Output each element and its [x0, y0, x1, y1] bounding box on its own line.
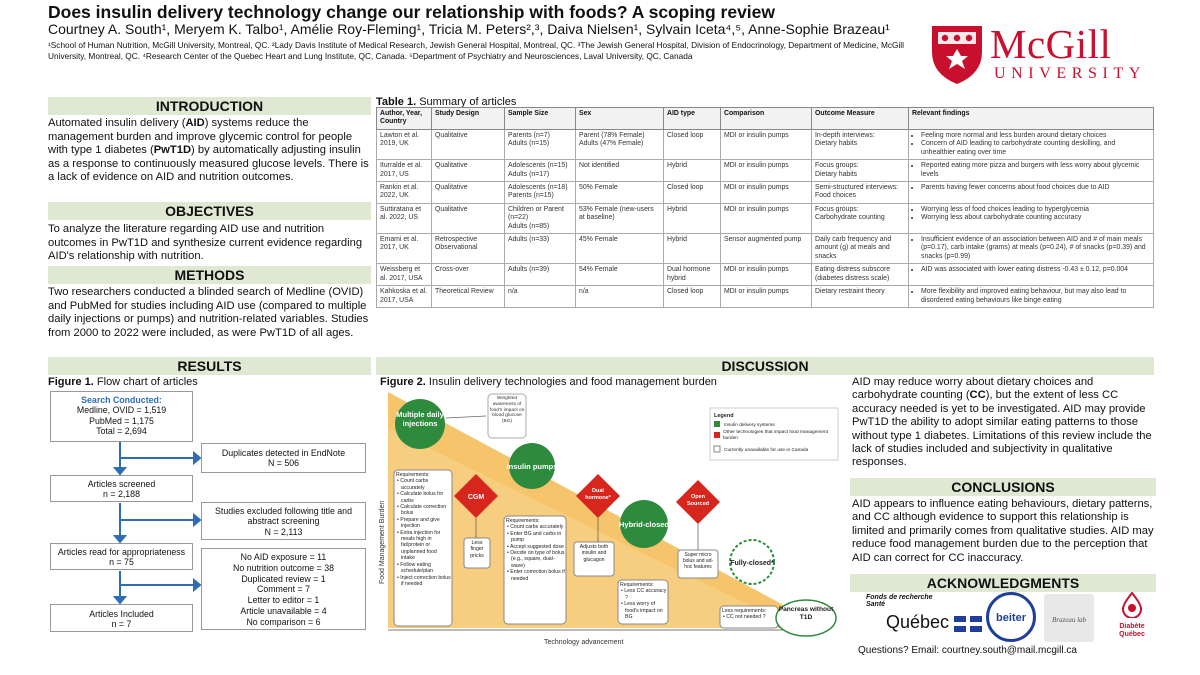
flow-read-box — [50, 543, 193, 570]
finding-item: • AID was associated with lower eating distress -0.43 ± 0.12, p=0.004 — [921, 266, 1150, 274]
brazeau-text: Brazeau lab — [1051, 616, 1087, 624]
req-item: • Prepare and give injection — [397, 516, 440, 530]
table-cell-findings — [909, 160, 1154, 182]
finding-item: • Reported eating more pizza and burgers with less worry about glycemic levels — [921, 162, 1150, 179]
req-item-text: Count carbs accurately — [510, 524, 564, 531]
flow-line: Letter to editor = 1 — [247, 595, 320, 606]
req-item: • CC not needed ? — [723, 614, 766, 621]
diabete-quebec-logo — [1108, 592, 1156, 646]
intro-bold: PwT1D — [153, 144, 192, 157]
table-cell: Qualitative — [432, 130, 505, 160]
table-header-cell: AID type — [664, 108, 721, 130]
table-cell: Hybrid — [664, 203, 721, 233]
table-cell: Sensor augmented pump — [721, 234, 812, 264]
table-row — [377, 203, 1154, 233]
flow-line: Articles screened — [87, 479, 156, 489]
table-cell: MDI or insulin pumps — [721, 264, 812, 286]
table-row — [377, 286, 1154, 308]
req-item: • Count carbs accurately — [397, 478, 429, 491]
req-item-text: Inject correction bolus if needed — [400, 574, 451, 587]
table-cell: Daily carb frequency and amount (g) at meals and snacks — [812, 234, 909, 264]
table-row — [377, 264, 1154, 286]
figure1-caption: Figure 1. Flow chart of articles — [48, 376, 198, 388]
frq-quebec: Québec — [886, 612, 950, 632]
table-cell: Closed loop — [664, 130, 721, 160]
poster-header — [0, 0, 1200, 95]
table-cell: In-depth interviews: Dietary habits — [812, 130, 909, 160]
y-axis-label: Food Management Burden — [379, 500, 386, 584]
flow-line: No AID exposure = 11 — [240, 552, 327, 562]
node-weighted-label: Weighted awareness of food's impact on blood glucose (BG) — [489, 396, 525, 425]
req-item: • Follow eating schedule/plan — [397, 561, 434, 575]
flow-line: n = 2,188 — [103, 489, 140, 500]
table-cell: Closed loop — [664, 286, 721, 308]
discussion-bold: CC — [969, 389, 986, 402]
table-header-cell: Sex — [576, 108, 664, 130]
table-cell: Closed loop — [664, 182, 721, 204]
table-cell: Dual hormone hybrid — [664, 264, 721, 286]
discussion-text — [852, 376, 1156, 470]
req-item: • Accept suggested dose — [507, 543, 564, 550]
findings-list — [912, 236, 1150, 261]
table-cell-findings — [909, 182, 1154, 204]
table-cell: 53% Female (new-users at baseline) — [576, 203, 664, 233]
table-cell: Retrospective Observational — [432, 234, 505, 264]
flow-line: Duplicates detected in EndNote — [221, 448, 346, 458]
node-pancreas-label: Pancreas without T1D — [778, 606, 834, 621]
finding-item: • Insufficient evidence of an association between AID and # of main meals (p=0.17), carb intake (grams) at meals (p=0.24), # of snacks (p=0.39) and snacks (p=0.99) — [921, 236, 1150, 261]
flow-arrowhead — [194, 580, 200, 590]
req-item-text: Enter correction bolus if needed — [510, 569, 565, 582]
table1-caption-text: Summary of articles — [416, 96, 517, 108]
flow-duplicates-box — [201, 443, 366, 473]
frq-line1: Fonds de recherche — [866, 594, 933, 601]
table-cell: Hybrid — [664, 160, 721, 182]
req-title: Requirements: — [506, 518, 540, 524]
mcgill-crest-icon — [928, 22, 986, 86]
logo-wordmark: McGill — [990, 21, 1112, 67]
table-cell: Lawton et al. 2019, UK — [377, 130, 432, 160]
beiter-text: beiter — [996, 612, 1026, 624]
req-mdi-list — [396, 472, 452, 587]
table-cell: MDI or insulin pumps — [721, 130, 812, 160]
findings-list — [912, 184, 1150, 192]
diabete-drop-icon — [1121, 592, 1143, 618]
contact-email: Questions? Email: courtney.south@mail.mcgill.ca — [858, 645, 1077, 656]
intro-part: ) by automatically adjusting insulin as a response to continuously measured glucose levels. There is a lack of evidence on AID and nutrition outcomes. — [48, 144, 369, 184]
node-dual-label: Dual hormone* — [585, 488, 611, 501]
sponsor-logos — [858, 590, 1158, 646]
table-cell: Not identified — [576, 160, 664, 182]
table-cell: Qualitative — [432, 182, 505, 204]
results-heading: RESULTS — [48, 357, 371, 375]
req-item-text: CC not needed ? — [726, 614, 766, 621]
mcgill-logo — [928, 22, 1158, 88]
table-body — [377, 130, 1154, 308]
req-item: • Calculate correction bolus — [397, 504, 447, 517]
node-adjusts-label: Adjusts both insulin and glucagon — [579, 544, 609, 563]
req-item-text: Enter BG and carbs in pump — [510, 530, 562, 544]
search-line: Medline, OVID = 1,519 — [76, 405, 167, 416]
table-header-cell: Outcome Measure — [812, 108, 909, 130]
table-cell-findings — [909, 234, 1154, 264]
table-cell: Dietary restraint theory — [812, 286, 909, 308]
table-cell: 54% Female — [576, 264, 664, 286]
acknowledgments-heading: ACKNOWLEDGMENTS — [850, 574, 1156, 592]
finding-item: • Parents having fewer concerns about food choices due to AID — [921, 184, 1150, 192]
introduction-heading: INTRODUCTION — [48, 97, 371, 115]
node-super-label: Super micro bolus and ad-hoc features — [682, 552, 714, 571]
req-item-text: Less CC accuracy ? — [624, 588, 667, 601]
req-item: • Less CC accuracy ? — [621, 588, 667, 601]
flow-line: abstract screening — [247, 516, 320, 527]
flow-line: n = 75 — [109, 557, 134, 568]
node-fully-label: Fully-closed* — [730, 560, 774, 567]
figure2-caption-label: Figure 2. — [380, 376, 426, 388]
table-cell: Theoretical Review — [432, 286, 505, 308]
finding-item: • Worrying less about carbohydrate counting accuracy — [921, 214, 1150, 222]
flow-exclusion-reasons-box — [201, 548, 366, 630]
table-cell: Weissberg et al. 2017, USA — [377, 264, 432, 286]
req-pump-list — [506, 518, 566, 582]
intro-bold: AID — [185, 117, 205, 129]
finding-item: • Worrying less of food choices leading to hyperglycemia — [921, 206, 1150, 214]
poster-title: Does insulin delivery technology change our relationship with foods? A scoping review — [48, 2, 776, 22]
flow-line: N = 506 — [267, 458, 300, 469]
node-mdi-label: Multiple daily injections — [396, 410, 444, 428]
req-item: • Inject correction bolus if needed — [397, 574, 451, 587]
methods-heading: METHODS — [48, 266, 371, 284]
table-header-cell: Comparison — [721, 108, 812, 130]
table-cell: Adolescents (n=15) Adults (n=17) — [505, 160, 576, 182]
table1-caption-label: Table 1. — [376, 96, 417, 108]
table-cell: Semi-structured interviews: Food choices — [812, 182, 909, 204]
flow-excluded-box — [201, 502, 366, 540]
discussion-heading: DISCUSSION — [376, 357, 1154, 375]
table-cell: Parent (78% Female) Adults (47% Female) — [576, 130, 664, 160]
flow-line: Studies excluded following title and — [215, 506, 352, 516]
legend-item: Insulin delivery systems — [724, 423, 775, 428]
author-list: Courtney A. South¹, Meryem K. Talbo¹, Amélie Roy-Fleming¹, Tricia M. Peters²,³, Daiva Nielsen¹, Sylvain Iceta⁴,⁵, Anne-Sophie Brazeau¹ — [48, 21, 890, 37]
flow-arrowhead — [115, 468, 125, 474]
req-item: • Count carbs accurately — [507, 524, 564, 531]
search-line: PubMed = 1,175 — [89, 415, 154, 426]
req-item: • Decide on type of bolus (e.g., square, dual-wave) — [507, 550, 565, 569]
discussion-part: AID may reduce worry about dietary choices and carbohydrate counting ( — [852, 376, 1094, 402]
finding-item: • Feeling more normal and less burden around dietary choices — [921, 132, 1150, 140]
req-item-text: Decide on type of bolus (e.g., square, dual-wave) — [510, 550, 565, 569]
node-cgm-label: CGM — [467, 494, 485, 501]
table-cell: n/a — [576, 286, 664, 308]
node-pumps-label: Insulin pumps — [506, 462, 558, 471]
frq-line2: Santé — [866, 601, 886, 608]
findings-list — [912, 288, 1150, 305]
req-item-text: Accept suggested dose — [509, 543, 564, 550]
flow-line: Duplicated review = 1 — [241, 573, 326, 584]
diabete-text: Québec — [1119, 631, 1145, 638]
table-cell: Qualitative — [432, 160, 505, 182]
conclusions-heading: CONCLUSIONS — [850, 478, 1156, 496]
flow-line: N = 2,113 — [264, 526, 303, 537]
table-cell: MDI or insulin pumps — [721, 286, 812, 308]
figure2-caption — [380, 376, 717, 388]
table-cell: MDI or insulin pumps — [721, 203, 812, 233]
findings-list — [912, 132, 1150, 157]
req-item: • Calculate bolus for carbs — [397, 491, 444, 504]
req-item-text: Calculate bolus for carbs — [400, 491, 444, 504]
flow-screened-box — [50, 475, 193, 502]
table-cell: Children or Parent (n=22) Adults (n=85) — [505, 203, 576, 233]
summary-table — [376, 107, 1154, 308]
findings-list — [912, 206, 1150, 223]
table-cell: Hybrid — [664, 234, 721, 264]
legend-title: Legend — [714, 413, 734, 419]
legend-swatch-asterisk — [714, 446, 720, 452]
req-title: Less requirements: — [722, 608, 767, 614]
discussion-part: ), but the extent of less CC accuracy needed is yet to be investigated. AID may provide PwT1D the ability to adopt similar eating patterns to those without type 1 diabetes. Limitations of this review include the lack of studies included and subjectivity in qualitative responses. — [852, 389, 1152, 469]
introduction-text — [48, 117, 370, 185]
table-cell: Adults (n=33) — [505, 234, 576, 264]
req-hybrid-list — [620, 582, 668, 620]
table-cell: Suttiratana et al. 2022, US — [377, 203, 432, 233]
table-cell: Rankin et al. 2022, UK — [377, 182, 432, 204]
search-title: Search Conducted: — [81, 395, 162, 405]
logo-subtitle: UNIVERSITY — [994, 65, 1146, 82]
req-item-text: Less worry of food's impact on BG — [624, 601, 663, 621]
table-cell: Adolescents (n=18) Parents (n=15) — [505, 182, 576, 204]
table-header-row — [377, 108, 1154, 130]
req-item-text: Prepare and give injection — [400, 516, 440, 530]
req-item: • Enter correction bolus if needed — [507, 569, 565, 582]
table-cell: MDI or insulin pumps — [721, 160, 812, 182]
flow-arrowhead — [194, 453, 200, 463]
table-cell: Focus groups: Dietary habits — [812, 160, 909, 182]
affiliations: ¹School of Human Nutrition, McGill University, Montreal, QC. ²Lady Davis Institute of Medical Research, Jewish General Hospital, Montreal, QC. ³The Jewish General Hospital, Division of Endocrinology, Department of Medicine, McGill University, Montreal, QC. ⁴Research Center of the Quebec Heart and Lung Institute, QC, Canada. ⁵Department of Psychiatry and Neurosciences, Laval University, QC, Canada — [48, 40, 904, 61]
table-header-cell: Study Design — [432, 108, 505, 130]
findings-list — [912, 162, 1150, 179]
req-item-text: Count carbs accurately — [400, 478, 429, 491]
objectives-heading: OBJECTIVES — [48, 202, 371, 220]
technology-burden-diagram — [376, 388, 840, 652]
flow-line: Articles Included — [89, 609, 154, 619]
table-header-cell: Sample Size — [505, 108, 576, 130]
legend-swatch-green — [714, 421, 720, 427]
flow-line: n = 7 — [111, 619, 132, 630]
req-item-text: Extra injection for meals high in fat/protein or unplanned food intake — [400, 529, 441, 562]
table-cell-findings — [909, 203, 1154, 233]
table-cell: 45% Female — [576, 234, 664, 264]
table-cell: Kahkoska et al. 2017, USA — [377, 286, 432, 308]
flow-line: No nutrition outcome = 38 — [233, 562, 334, 573]
legend-item: Other technologies that impact food management burden — [723, 430, 829, 441]
table-cell: Emami et al. 2017, UK — [377, 234, 432, 264]
diabete-text: Diabète — [1119, 623, 1145, 630]
findings-list — [912, 266, 1150, 274]
req-title: Requirements: — [620, 582, 654, 588]
intro-part: ) systems reduce the management burden and improve glycemic control for people with type 1 diabetes ( — [48, 117, 353, 157]
table-cell: n/a — [505, 286, 576, 308]
finding-item: • More flexibility and improved eating behaviour, but may also lead to disordered eating behaviours like binge eating — [921, 288, 1150, 305]
table-cell: Parents (n=7) Adults (n=15) — [505, 130, 576, 160]
req-item-text: Follow eating schedule/plan — [400, 561, 434, 575]
methods-text: Two researchers conducted a blinded search of Medline (OVID) and PubMed for studies including AID use (compared to multiple daily injections or pumps) and nutrition-related variables. Studies from 2000 to 2022 were included, as were PwT1D of all ages. — [48, 286, 369, 339]
req-item: • Enter BG and carbs in pump — [507, 530, 562, 544]
flow-arrowhead — [194, 515, 200, 525]
req-item-text: Calculate correction bolus — [400, 504, 447, 517]
table-cell: Adults (n=39) — [505, 264, 576, 286]
table-row — [377, 130, 1154, 160]
finding-item: • Concern of AID leading to carbohydrate counting deskilling, and unhealthier eating over time — [921, 140, 1150, 157]
search-line: Total = 2,694 — [96, 426, 147, 437]
req-title: Requirements: — [396, 472, 430, 478]
flow-line: No comparison = 6 — [246, 616, 321, 627]
table-cell: Eating distress subscore (diabetes distress scale) — [812, 264, 909, 286]
req-item: • Less worry of food's impact on BG — [621, 601, 663, 621]
table-row — [377, 160, 1154, 182]
legend-swatch-red — [714, 432, 720, 438]
intro-part: Automated insulin delivery ( — [48, 117, 186, 129]
table-row — [377, 182, 1154, 204]
flow-arrowhead — [115, 536, 125, 542]
table-cell: Qualitative — [432, 203, 505, 233]
flow-line: Article unavailable = 4 — [240, 605, 327, 616]
flow-search-box — [50, 391, 193, 442]
node-fewer-pricks-label: Less finger pricks — [470, 540, 484, 559]
frq-logo — [866, 594, 984, 640]
flow-line: Articles read for appropriateness — [57, 547, 186, 557]
figure2-caption-text: Insulin delivery technologies and food management burden — [425, 376, 717, 388]
x-axis-label: Technology advancement — [544, 639, 624, 646]
flow-included-box — [50, 604, 193, 632]
table-cell: Focus groups: Carbohydrate counting — [812, 203, 909, 233]
beiter-logo — [986, 592, 1036, 642]
table-cell-findings — [909, 264, 1154, 286]
node-open-label: Open Sourced — [686, 494, 709, 507]
table-cell: 50% Female — [576, 182, 664, 204]
req-fully-list — [722, 608, 778, 621]
quebec-flag-icon — [954, 616, 982, 632]
table-cell: Cross-over — [432, 264, 505, 286]
brazeau-logo — [1044, 594, 1094, 642]
table-header-cell: Author, Year, Country — [377, 108, 432, 130]
table-cell: MDI or insulin pumps — [721, 182, 812, 204]
table-cell-findings — [909, 130, 1154, 160]
req-item: • Extra injection for meals high in fat/protein or unplanned food intake — [397, 529, 441, 562]
objectives-text: To analyze the literature regarding AID use and nutrition outcomes in PwT1D and synthesize current evidence regarding AID's relationship with nutrition. — [48, 223, 363, 263]
flow-arrowhead — [115, 597, 125, 603]
table-row — [377, 234, 1154, 264]
legend-item: Currently unavailable for use in Canada — [724, 448, 809, 453]
conclusions-text: AID appears to influence eating behaviours, dietary patterns, and CC although evidence to support this relationship is limited and primarily comes from qualitative studies. AID may reduce food management burden due to the perception that AID can correct for CC inaccuracy. — [852, 498, 1154, 564]
table-cell-findings — [909, 286, 1154, 308]
flow-line: Comment = 7 — [256, 584, 311, 595]
table-header-cell: Relevant findings — [909, 108, 1154, 130]
node-hybrid-label: Hybrid-closed — [618, 520, 670, 529]
table-cell: Iturralde et al. 2017, US — [377, 160, 432, 182]
